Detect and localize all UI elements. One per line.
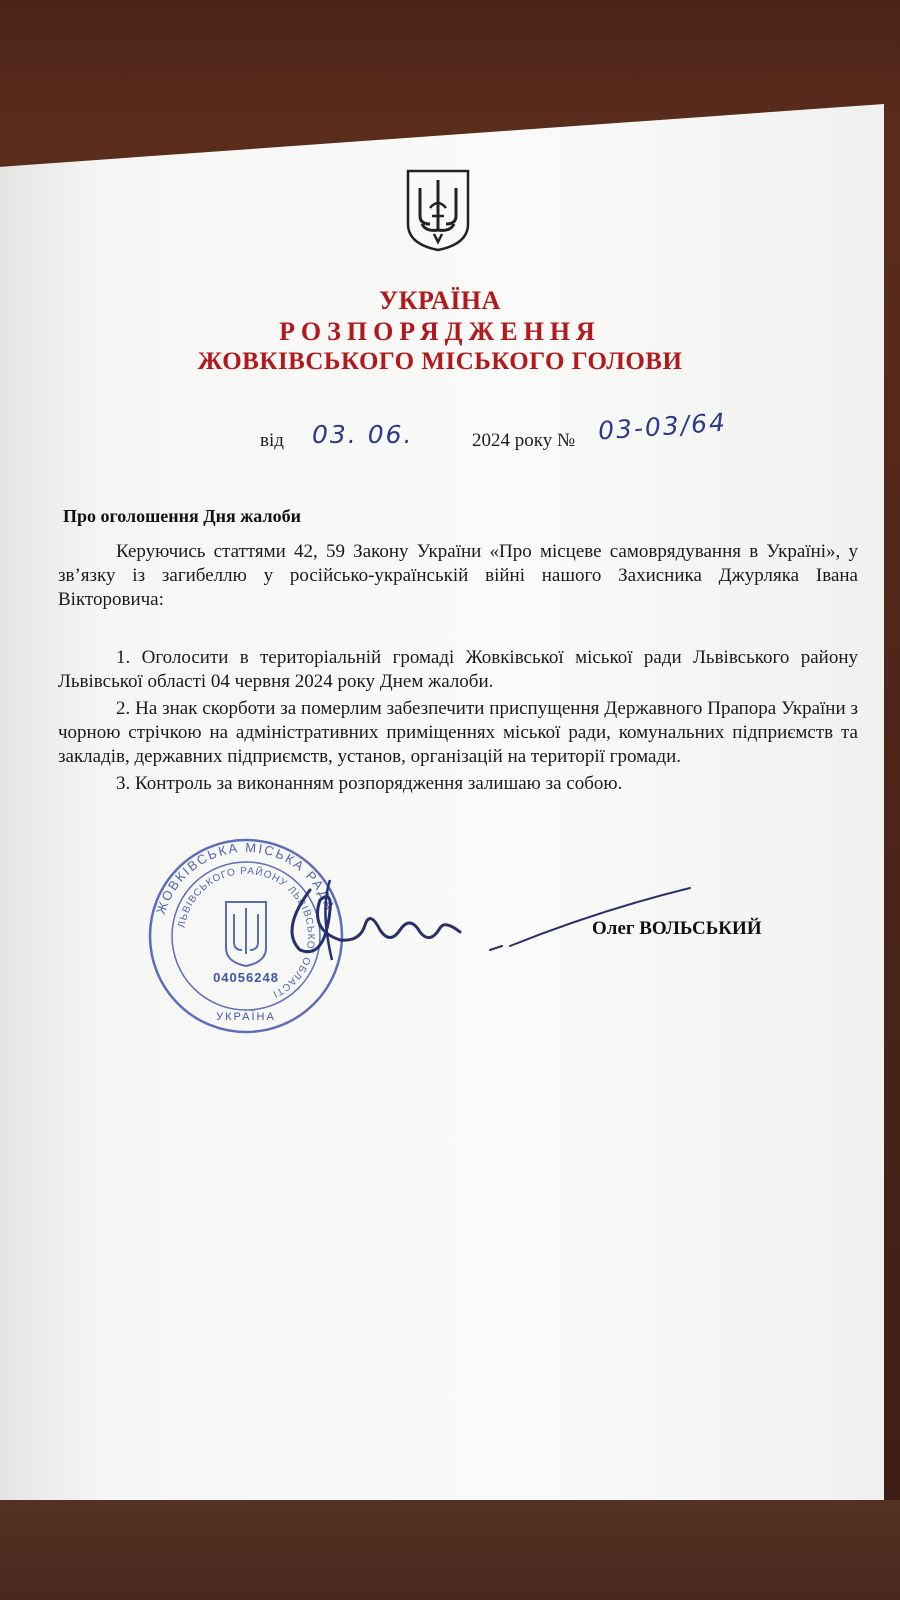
stamp-inner-text: ЛЬВІВСЬКОГО РАЙОНУ ЛЬВІВСЬКОЇ ОБЛАСТІ	[176, 865, 317, 1000]
stamp-code: 04056248	[213, 970, 279, 985]
handwritten-date: 03. 06.	[312, 420, 414, 449]
background-surface	[0, 1500, 900, 1600]
order-item: 1. Оголосити в територіальній громаді Жовківської міської ради Львівського району Львівської області 04 червня 2024 року Днем жалоби.	[58, 647, 858, 692]
date-from-label: від	[260, 430, 284, 451]
date-year-text: 2024 року №	[472, 430, 576, 451]
order-item: 2. На знак скорботи за померлим забезпечити приспущення Державного Прапора України з чорною стрічкою на адміністративних приміщеннях міської ради, комунальних підприємств та закладів, державних підприємств, установ, організацій на території громади.	[58, 698, 858, 767]
stamp-outer-text: ЖОВКІВСЬКА МІСЬКА РАДА	[153, 839, 339, 917]
order-item: 3. Контроль за виконанням розпорядження залишаю за собою.	[116, 773, 623, 794]
document-issuer: ЖОВКІВСЬКОГО МІСЬКОГО ГОЛОВИ	[197, 348, 683, 375]
document-type: РОЗПОРЯДЖЕННЯ	[279, 317, 601, 346]
signer-name: Олег ВОЛЬСЬКИЙ	[592, 918, 762, 939]
stamp-trident-icon	[226, 902, 266, 966]
document-subject: Про оголошення Дня жалоби	[63, 506, 301, 526]
handwritten-number: 03-03/64	[597, 407, 728, 446]
document-country: УКРАЇНА	[379, 286, 501, 315]
coat-of-arms-icon	[404, 168, 472, 252]
preamble-paragraph: Керуючись статтями 42, 59 Закону України «Про місцеве самоврядування в Україні», у зв’язку із загибеллю у російсько-українській війні нашого Захисника Джурляка Івана Вікторовича:	[58, 541, 858, 610]
order-items	[58, 646, 858, 799]
stamp-country: УКРАЇНА	[216, 1011, 276, 1023]
dateline	[260, 407, 800, 464]
